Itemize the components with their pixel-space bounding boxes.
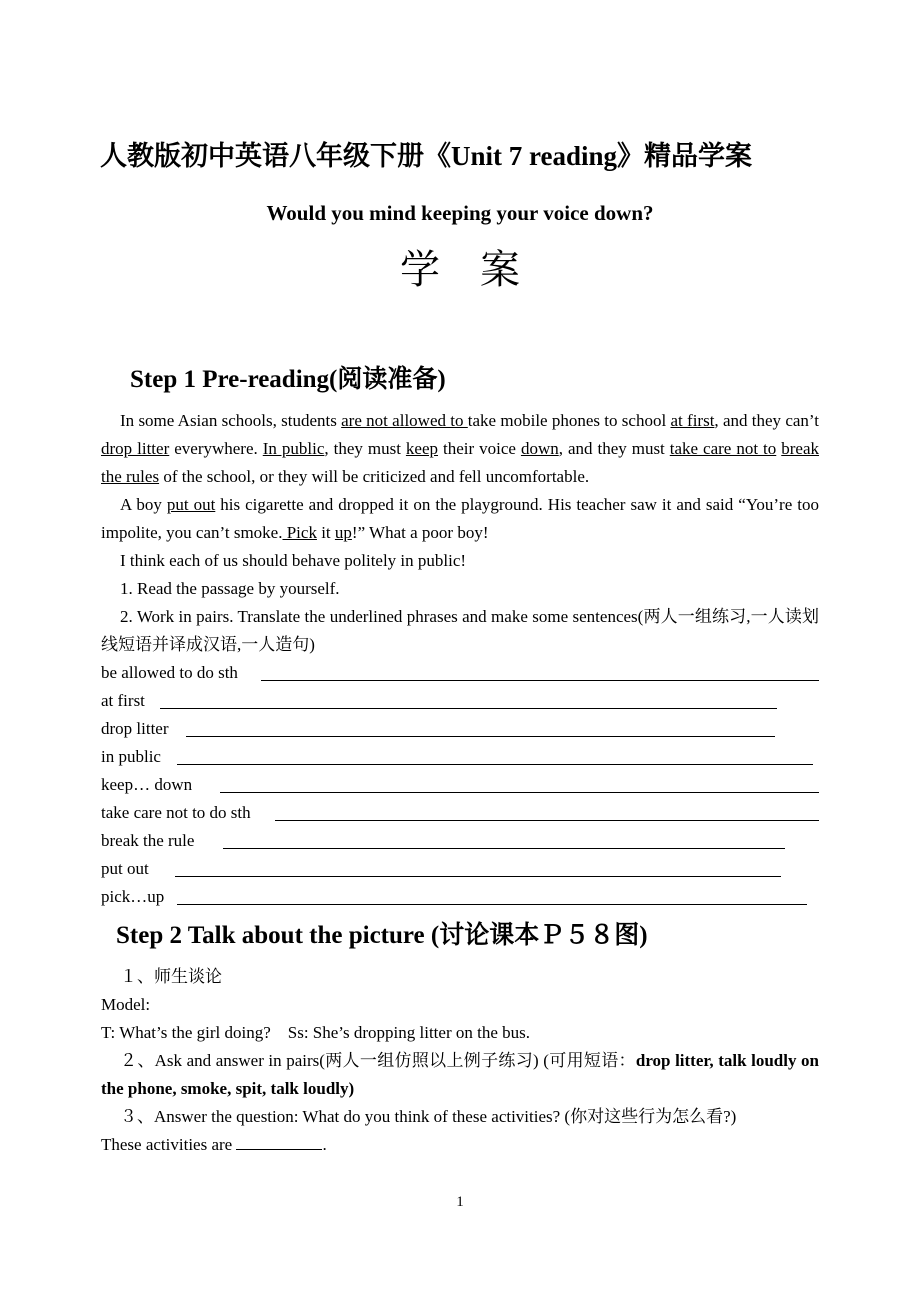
underlined-phrase: Pick: [282, 523, 317, 542]
answer-line[interactable]: [223, 848, 785, 849]
answer-line[interactable]: [186, 736, 775, 737]
underlined-phrase: take care not to: [669, 439, 777, 458]
instruction-1: 1. Read the passage by yourself.: [120, 579, 340, 598]
underlined-phrase: up: [334, 523, 352, 542]
section-heading: 学案: [400, 247, 560, 292]
page-number: 1: [456, 1194, 464, 1210]
phrase-label: take care not to do sth: [101, 803, 251, 822]
phrase-label: be allowed to do sth: [101, 663, 238, 682]
phrase-label: drop litter: [101, 719, 169, 738]
phrase-label: in public: [101, 747, 161, 766]
phrase-row: [101, 715, 819, 743]
phrase-label: break the rule: [101, 831, 195, 850]
step2-item-1: １、师生谈论: [120, 967, 222, 986]
phrase-row: [101, 883, 819, 911]
reading-paragraph-2: A boy put out his cigarette and dropped it on the playground. His teacher saw it and said “You’re too impolite, you can’t smoke. Pick it up!” What a poor boy!: [101, 495, 819, 542]
model-dialogue: T: What’s the girl doing? Ss: She’s dropping litter on the bus.: [101, 1023, 531, 1042]
answer-line[interactable]: [177, 764, 813, 765]
phrase-row: [101, 799, 819, 827]
model-label: Model:: [101, 995, 151, 1014]
answer-line[interactable]: [275, 820, 819, 821]
step1-body: [101, 407, 819, 911]
underlined-phrase: put out: [166, 495, 216, 514]
answer-line[interactable]: [261, 680, 819, 681]
answer-line[interactable]: [160, 708, 777, 709]
step2-title: Step 2 Talk about the picture (讨论课本Ｐ５８图): [116, 922, 648, 949]
step2-item-2: ２、Ask and answer in pairs(两人一组仿照以上例子练习) (可用短语：drop litter, talk loudly on the phone, smoke, spit, talk loudly): [101, 1051, 819, 1098]
phrase-label: keep… down: [101, 775, 193, 794]
document-subtitle: Would you mind keeping your voice down?: [266, 201, 654, 225]
underlined-phrase: are not allowed to: [341, 411, 468, 430]
phrase-label: pick…up: [101, 887, 165, 906]
phrase-label: at first: [101, 691, 145, 710]
phrase-list: drop litter, talk loudly on the phone, smoke, spit, talk loudly): [101, 1051, 819, 1098]
phrase-row: [101, 659, 819, 687]
instruction-2: 2. Work in pairs. Translate the underlined phrases and make some sentences(两人一组练习,一人读划线短语并译成汉语,一人造句): [101, 607, 819, 654]
phrase-label: put out: [101, 859, 149, 878]
underlined-phrase: keep: [405, 439, 439, 458]
answer-line[interactable]: [175, 876, 781, 877]
underlined-phrase: break the rules: [101, 439, 820, 486]
document-title: 人教版初中英语八年级下册《Unit 7 reading》精品学案: [100, 141, 753, 171]
underlined-phrase: at first: [670, 411, 715, 430]
phrase-row: [101, 687, 819, 715]
phrase-row: [101, 771, 819, 799]
answer-blank[interactable]: [236, 1131, 322, 1150]
underlined-phrase: drop litter: [101, 439, 170, 458]
step2-body: [101, 963, 819, 1159]
phrase-row: [101, 855, 819, 883]
step1-title: Step 1 Pre-reading(阅读准备): [130, 366, 446, 393]
underlined-phrase: down: [520, 439, 559, 458]
step2-item-3: ３、Answer the question: What do you think of these activities? (你对这些行为怎么看?): [120, 1107, 737, 1126]
answer-line[interactable]: [220, 792, 819, 793]
phrase-row: [101, 743, 819, 771]
phrase-row: [101, 827, 819, 855]
underlined-phrase: In public: [262, 439, 325, 458]
reading-paragraph-1: In some Asian schools, students are not allowed to take mobile phones to school at first, and they can’t drop litter everywhere. In public, they must keep their voice down, and they must take care not to break the rules of the school, or they will be criticized and fell uncomfortable.: [101, 411, 820, 486]
reading-paragraph-3: I think each of us should behave politely in public!: [120, 551, 467, 570]
answer-sentence: These activities are .: [101, 1131, 819, 1159]
answer-line[interactable]: [177, 904, 807, 905]
